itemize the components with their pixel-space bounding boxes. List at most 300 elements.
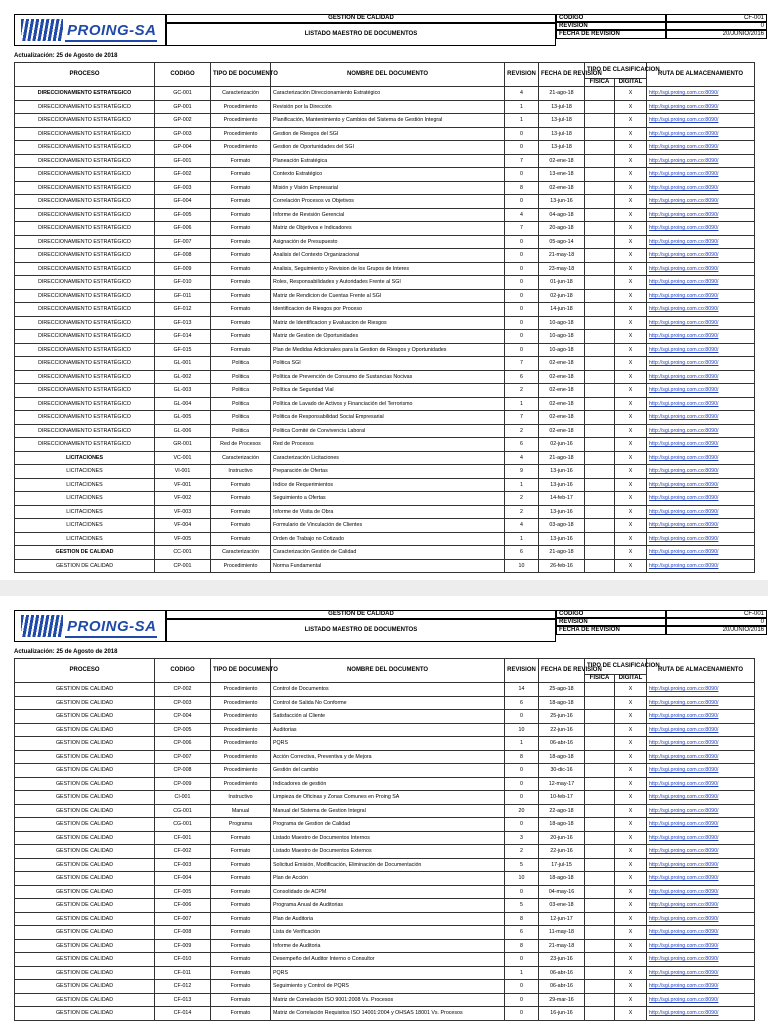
cell-codigo: CF-011 xyxy=(155,966,211,980)
table-row xyxy=(15,1007,755,1021)
cell-ruta[interactable]: http://sgi.proing.com.co:8090/ xyxy=(647,980,755,994)
cell-nombre: Norma Fundamental xyxy=(271,559,505,573)
cell-revision: 3 xyxy=(505,831,539,845)
cell-revision: 20 xyxy=(505,804,539,818)
cell-tipo: Politica xyxy=(211,384,271,398)
cell-digital: X xyxy=(615,127,647,141)
cell-fisica xyxy=(585,546,615,560)
cell-fecha: 12-jun-17 xyxy=(539,912,585,926)
cell-digital: X xyxy=(615,370,647,384)
cell-revision: 0 xyxy=(505,710,539,724)
cell-nombre: Identificacion de Riesgos por Proceso xyxy=(271,303,505,317)
cell-ruta[interactable]: http://sgi.proing.com.co:8090/ xyxy=(647,912,755,926)
cell-nombre: Listado Maestro de Documentos Internos xyxy=(271,831,505,845)
cell-ruta[interactable]: http://sgi.proing.com.co:8090/ xyxy=(647,249,755,263)
cell-ruta[interactable]: http://sgi.proing.com.co:8090/ xyxy=(647,505,755,519)
cell-fecha: 26-feb-16 xyxy=(539,559,585,573)
cell-codigo: CF-012 xyxy=(155,980,211,994)
cell-ruta[interactable]: http://sgi.proing.com.co:8090/ xyxy=(647,804,755,818)
cell-digital: X xyxy=(615,303,647,317)
cell-codigo: GF-015 xyxy=(155,343,211,357)
cell-revision: 4 xyxy=(505,519,539,533)
col-nombre: NOMBRE DEL DOCUMENTO xyxy=(271,659,505,683)
header-date-label: FECHA DE REVISION xyxy=(556,30,666,39)
cell-proceso: GESTION DE CALIDAD xyxy=(15,791,155,805)
cell-codigo: GC-001 xyxy=(155,87,211,101)
cell-ruta[interactable]: http://sgi.proing.com.co:8090/ xyxy=(647,966,755,980)
cell-ruta[interactable]: http://sgi.proing.com.co:8090/ xyxy=(647,370,755,384)
cell-digital: X xyxy=(615,546,647,560)
cell-revision: 9 xyxy=(505,465,539,479)
cell-fecha: 18-ago-18 xyxy=(539,696,585,710)
cell-digital: X xyxy=(615,885,647,899)
cell-ruta[interactable]: http://sgi.proing.com.co:8090/ xyxy=(647,114,755,128)
cell-ruta[interactable]: http://sgi.proing.com.co:8090/ xyxy=(647,764,755,778)
cell-digital: X xyxy=(615,872,647,886)
cell-ruta[interactable]: http://sgi.proing.com.co:8090/ xyxy=(647,451,755,465)
cell-fisica xyxy=(585,181,615,195)
cell-digital: X xyxy=(615,532,647,546)
cell-fisica xyxy=(585,478,615,492)
cell-ruta[interactable]: http://sgi.proing.com.co:8090/ xyxy=(647,723,755,737)
col-clasificacion: TIPO DE CLASIFICACION xyxy=(585,659,647,675)
cell-ruta[interactable]: http://sgi.proing.com.co:8090/ xyxy=(647,141,755,155)
cell-tipo: Formato xyxy=(211,980,271,994)
cell-codigo: GL-005 xyxy=(155,411,211,425)
cell-digital: X xyxy=(615,276,647,290)
cell-ruta[interactable]: http://sgi.proing.com.co:8090/ xyxy=(647,953,755,967)
cell-fecha: 23-jun-16 xyxy=(539,953,585,967)
cell-ruta[interactable]: http://sgi.proing.com.co:8090/ xyxy=(647,357,755,371)
cell-tipo: Instructivo xyxy=(211,791,271,805)
col-digital: DIGITAL xyxy=(615,675,647,683)
cell-revision: 10 xyxy=(505,723,539,737)
cell-revision: 5 xyxy=(505,858,539,872)
cell-ruta[interactable]: http://sgi.proing.com.co:8090/ xyxy=(647,222,755,236)
cell-revision: 5 xyxy=(505,899,539,913)
cell-digital: X xyxy=(615,289,647,303)
cell-ruta[interactable]: http://sgi.proing.com.co:8090/ xyxy=(647,100,755,114)
cell-digital: X xyxy=(615,764,647,778)
cell-fisica xyxy=(585,168,615,182)
cell-tipo: Politica xyxy=(211,357,271,371)
logo-brand-text: PROING-SA xyxy=(67,618,157,635)
cell-revision: 7 xyxy=(505,357,539,371)
cell-digital: X xyxy=(615,411,647,425)
cell-ruta[interactable]: http://sgi.proing.com.co:8090/ xyxy=(647,397,755,411)
table-row xyxy=(15,519,755,533)
cell-ruta[interactable]: http://sgi.proing.com.co:8090/ xyxy=(647,438,755,452)
table-row xyxy=(15,492,755,506)
cell-fecha: 02-ene-18 xyxy=(539,370,585,384)
cell-fecha: 21-ago-18 xyxy=(539,87,585,101)
cell-tipo: Formato xyxy=(211,831,271,845)
cell-fisica xyxy=(585,370,615,384)
cell-revision: 6 xyxy=(505,438,539,452)
table-row xyxy=(15,465,755,479)
cell-digital: X xyxy=(615,723,647,737)
cell-codigo: CP-008 xyxy=(155,764,211,778)
cell-codigo: CP-007 xyxy=(155,750,211,764)
table-row xyxy=(15,357,755,371)
cell-nombre: Gestion de Oportunidades del SGI xyxy=(271,141,505,155)
cell-tipo: Formato xyxy=(211,181,271,195)
cell-tipo: Formato xyxy=(211,845,271,859)
cell-ruta[interactable]: http://sgi.proing.com.co:8090/ xyxy=(647,195,755,209)
cell-tipo: Formato xyxy=(211,519,271,533)
cell-codigo: GL-006 xyxy=(155,424,211,438)
cell-ruta[interactable]: http://sgi.proing.com.co:8090/ xyxy=(647,926,755,940)
table-row xyxy=(15,451,755,465)
cell-nombre: Asignación de Presupuesto xyxy=(271,235,505,249)
cell-digital: X xyxy=(615,966,647,980)
cell-ruta[interactable]: http://sgi.proing.com.co:8090/ xyxy=(647,181,755,195)
cell-proceso: GESTION DE CALIDAD xyxy=(15,858,155,872)
cell-nombre: Planificación, Mantenimiento y Cambios del Sistema de Gestión Integral xyxy=(271,114,505,128)
cell-nombre: Plan de Medidas Adicionales para la Gestion de Riesgos y Oportunidades xyxy=(271,343,505,357)
cell-ruta[interactable]: http://sgi.proing.com.co:8090/ xyxy=(647,818,755,832)
cell-fecha: 29-mar-16 xyxy=(539,993,585,1007)
cell-digital: X xyxy=(615,451,647,465)
cell-nombre: Politica Comité de Convivencia Laboral xyxy=(271,424,505,438)
cell-proceso: GESTION DE CALIDAD xyxy=(15,872,155,886)
cell-nombre: PQRS xyxy=(271,966,505,980)
cell-ruta[interactable]: http://sgi.proing.com.co:8090/ xyxy=(647,519,755,533)
cell-ruta[interactable]: http://sgi.proing.com.co:8090/ xyxy=(647,885,755,899)
cell-fisica xyxy=(585,818,615,832)
cell-digital: X xyxy=(615,559,647,573)
cell-ruta[interactable]: http://sgi.proing.com.co:8090/ xyxy=(647,303,755,317)
table-row xyxy=(15,235,755,249)
header-revision-label: REVISION xyxy=(556,618,666,626)
cell-tipo: Procedimiento xyxy=(211,559,271,573)
table-row xyxy=(15,791,755,805)
cell-codigo: CP-005 xyxy=(155,723,211,737)
table-row xyxy=(15,249,755,263)
cell-nombre: Indice de Requerimientos xyxy=(271,478,505,492)
cell-nombre: Misión y Visión Empresarial xyxy=(271,181,505,195)
cell-ruta[interactable]: http://sgi.proing.com.co:8090/ xyxy=(647,154,755,168)
cell-codigo: CF-007 xyxy=(155,912,211,926)
cell-fecha: 25-ago-18 xyxy=(539,683,585,697)
table-row xyxy=(15,141,755,155)
cell-tipo: Red de Procesos xyxy=(211,438,271,452)
cell-ruta[interactable]: http://sgi.proing.com.co:8090/ xyxy=(647,993,755,1007)
cell-proceso: DIRECCIONAMIENTO ESTRATÉGICO xyxy=(15,141,155,155)
cell-ruta[interactable]: http://sgi.proing.com.co:8090/ xyxy=(647,791,755,805)
table-row xyxy=(15,710,755,724)
cell-nombre: Caracterización Direccionamiento Estratégico xyxy=(271,87,505,101)
logo-brand-text: PROING-SA xyxy=(67,22,157,39)
cell-fisica xyxy=(585,831,615,845)
cell-fisica xyxy=(585,777,615,791)
header-area-title: GESTION DE CALIDAD xyxy=(166,610,556,619)
col-fisica: FISICA xyxy=(585,79,615,87)
document-header xyxy=(14,14,764,46)
cell-digital: X xyxy=(615,791,647,805)
cell-fisica xyxy=(585,696,615,710)
cell-digital: X xyxy=(615,750,647,764)
cell-nombre: Acción Correctiva, Preventiva y de Mejora xyxy=(271,750,505,764)
cell-digital: X xyxy=(615,858,647,872)
cell-fisica xyxy=(585,1007,615,1021)
table-body xyxy=(15,683,755,1021)
cell-digital: X xyxy=(615,710,647,724)
cell-ruta[interactable]: http://sgi.proing.com.co:8090/ xyxy=(647,831,755,845)
cell-codigo: CF-002 xyxy=(155,845,211,859)
cell-nombre: Satisfacción al Cliente xyxy=(271,710,505,724)
cell-fisica xyxy=(585,451,615,465)
cell-fecha: 13-jul-18 xyxy=(539,127,585,141)
table-row xyxy=(15,899,755,913)
cell-ruta[interactable]: http://sgi.proing.com.co:8090/ xyxy=(647,777,755,791)
cell-revision: 8 xyxy=(505,912,539,926)
table-row xyxy=(15,885,755,899)
cell-digital: X xyxy=(615,683,647,697)
table-row xyxy=(15,276,755,290)
cell-nombre: Solicitud Emisión, Modificación, Eliminación de Documentación xyxy=(271,858,505,872)
cell-tipo: Politica xyxy=(211,397,271,411)
cell-ruta[interactable]: http://sgi.proing.com.co:8090/ xyxy=(647,546,755,560)
header-revision-value: 0 xyxy=(666,22,767,30)
cell-tipo: Procedimiento xyxy=(211,723,271,737)
cell-ruta[interactable]: http://sgi.proing.com.co:8090/ xyxy=(647,424,755,438)
cell-fecha: 02-ene-18 xyxy=(539,424,585,438)
cell-fecha: 10-ago-18 xyxy=(539,330,585,344)
cell-fecha: 23-may-18 xyxy=(539,262,585,276)
cell-ruta[interactable]: http://sgi.proing.com.co:8090/ xyxy=(647,1007,755,1021)
cell-ruta[interactable]: http://sgi.proing.com.co:8090/ xyxy=(647,330,755,344)
cell-ruta[interactable]: http://sgi.proing.com.co:8090/ xyxy=(647,384,755,398)
cell-fisica xyxy=(585,303,615,317)
cell-codigo: GL-004 xyxy=(155,397,211,411)
cell-tipo: Procedimiento xyxy=(211,100,271,114)
cell-proceso: DIRECCIONAMIENTO ESTRATÉGICO xyxy=(15,276,155,290)
table-row xyxy=(15,858,755,872)
cell-nombre: Gestión del cambio xyxy=(271,764,505,778)
cell-revision: 7 xyxy=(505,222,539,236)
cell-ruta[interactable]: http://sgi.proing.com.co:8090/ xyxy=(647,559,755,573)
cell-proceso: DIRECCIONAMIENTO ESTRATÉGICO xyxy=(15,343,155,357)
cell-digital: X xyxy=(615,1007,647,1021)
cell-fecha: 18-ago-18 xyxy=(539,872,585,886)
cell-proceso: GESTION DE CALIDAD xyxy=(15,683,155,697)
table-row xyxy=(15,397,755,411)
cell-revision: 0 xyxy=(505,289,539,303)
cell-codigo: GF-006 xyxy=(155,222,211,236)
cell-digital: X xyxy=(615,993,647,1007)
table-row xyxy=(15,222,755,236)
header-code-label: CODIGO xyxy=(556,14,666,22)
cell-fecha: 21-may-18 xyxy=(539,249,585,263)
table-row xyxy=(15,114,755,128)
cell-codigo: GF-005 xyxy=(155,208,211,222)
cell-revision: 4 xyxy=(505,451,539,465)
table-row xyxy=(15,330,755,344)
cell-digital: X xyxy=(615,696,647,710)
cell-codigo: GF-014 xyxy=(155,330,211,344)
cell-fisica xyxy=(585,289,615,303)
cell-ruta[interactable]: http://sgi.proing.com.co:8090/ xyxy=(647,276,755,290)
table-row xyxy=(15,737,755,751)
table-row xyxy=(15,926,755,940)
cell-revision: 2 xyxy=(505,384,539,398)
cell-proceso: GESTION DE CALIDAD xyxy=(15,899,155,913)
cell-proceso: LICITACIONES xyxy=(15,478,155,492)
cell-fecha: 06-abr-16 xyxy=(539,966,585,980)
cell-ruta[interactable]: http://sgi.proing.com.co:8090/ xyxy=(647,710,755,724)
cell-ruta[interactable]: http://sgi.proing.com.co:8090/ xyxy=(647,872,755,886)
cell-fisica xyxy=(585,100,615,114)
cell-ruta[interactable]: http://sgi.proing.com.co:8090/ xyxy=(647,208,755,222)
cell-digital: X xyxy=(615,912,647,926)
cell-proceso: DIRECCIONAMIENTO ESTRATÉGICO xyxy=(15,127,155,141)
cell-codigo: CP-001 xyxy=(155,559,211,573)
cell-proceso: DIRECCIONAMIENTO ESTRATEGICO xyxy=(15,87,155,101)
cell-codigo: GL-001 xyxy=(155,357,211,371)
cell-fecha: 11-may-18 xyxy=(539,926,585,940)
cell-fecha: 10-ago-18 xyxy=(539,343,585,357)
cell-revision: 1 xyxy=(505,100,539,114)
cell-revision: 8 xyxy=(505,750,539,764)
cell-ruta[interactable]: http://sgi.proing.com.co:8090/ xyxy=(647,683,755,697)
cell-fecha: 20-jun-16 xyxy=(539,831,585,845)
cell-codigo: GF-011 xyxy=(155,289,211,303)
cell-fecha: 06-abr-16 xyxy=(539,980,585,994)
cell-ruta[interactable]: http://sgi.proing.com.co:8090/ xyxy=(647,899,755,913)
update-date: Actualización: 25 de Agosto de 2018 xyxy=(14,53,118,59)
cell-revision: 2 xyxy=(505,845,539,859)
cell-ruta[interactable]: http://sgi.proing.com.co:8090/ xyxy=(647,478,755,492)
cell-proceso: GESTION DE CALIDAD xyxy=(15,723,155,737)
table-row xyxy=(15,777,755,791)
cell-revision: 10 xyxy=(505,872,539,886)
cell-ruta[interactable]: http://sgi.proing.com.co:8090/ xyxy=(647,532,755,546)
cell-ruta[interactable]: http://sgi.proing.com.co:8090/ xyxy=(647,262,755,276)
col-ruta: RUTA DE ALMACENAMIENTO xyxy=(647,63,755,87)
table-row xyxy=(15,87,755,101)
cell-proceso: DIRECCIONAMIENTO ESTRATÉGICO xyxy=(15,289,155,303)
col-revision: REVISION xyxy=(505,659,539,683)
documents-table xyxy=(14,62,755,573)
cell-nombre: Matriz de Rendicion de Cuentas Frente al SGI xyxy=(271,289,505,303)
cell-ruta[interactable]: http://sgi.proing.com.co:8090/ xyxy=(647,235,755,249)
cell-digital: X xyxy=(615,845,647,859)
cell-fecha: 14-feb-17 xyxy=(539,492,585,506)
cell-digital: X xyxy=(615,424,647,438)
cell-revision: 0 xyxy=(505,303,539,317)
cell-ruta[interactable]: http://sgi.proing.com.co:8090/ xyxy=(647,316,755,330)
cell-revision: 0 xyxy=(505,316,539,330)
cell-fecha: 06-abr-16 xyxy=(539,737,585,751)
cell-tipo: Formato xyxy=(211,154,271,168)
cell-nombre: Política de Seguridad Vial xyxy=(271,384,505,398)
table-row xyxy=(15,750,755,764)
cell-fisica xyxy=(585,195,615,209)
cell-tipo: Procedimiento xyxy=(211,141,271,155)
header-code-value: CF-001 xyxy=(666,610,767,618)
cell-ruta[interactable]: http://sgi.proing.com.co:8090/ xyxy=(647,737,755,751)
cell-proceso: LICITACIONES xyxy=(15,532,155,546)
cell-ruta[interactable]: http://sgi.proing.com.co:8090/ xyxy=(647,492,755,506)
cell-nombre: Programa Anual de Auditorias xyxy=(271,899,505,913)
cell-revision: 1 xyxy=(505,478,539,492)
cell-revision: 0 xyxy=(505,127,539,141)
cell-ruta[interactable]: http://sgi.proing.com.co:8090/ xyxy=(647,939,755,953)
cell-ruta[interactable]: http://sgi.proing.com.co:8090/ xyxy=(647,858,755,872)
cell-digital: X xyxy=(615,478,647,492)
cell-digital: X xyxy=(615,804,647,818)
cell-codigo: CF-010 xyxy=(155,953,211,967)
cell-tipo: Formato xyxy=(211,953,271,967)
cell-digital: X xyxy=(615,492,647,506)
cell-ruta[interactable]: http://sgi.proing.com.co:8090/ xyxy=(647,465,755,479)
cell-codigo: GF-002 xyxy=(155,168,211,182)
cell-tipo: Formato xyxy=(211,249,271,263)
cell-revision: 1 xyxy=(505,397,539,411)
cell-ruta[interactable]: http://sgi.proing.com.co:8090/ xyxy=(647,289,755,303)
logo-stripes-icon xyxy=(21,615,63,637)
cell-digital: X xyxy=(615,953,647,967)
cell-fecha: 10-ago-18 xyxy=(539,316,585,330)
cell-ruta[interactable]: http://sgi.proing.com.co:8090/ xyxy=(647,411,755,425)
cell-nombre: Listado Maestro de Documentos Externos xyxy=(271,845,505,859)
cell-revision: 14 xyxy=(505,683,539,697)
cell-tipo: Caracterización xyxy=(211,451,271,465)
cell-codigo: GF-004 xyxy=(155,195,211,209)
cell-codigo: GF-010 xyxy=(155,276,211,290)
cell-proceso: GESTION DE CALIDAD xyxy=(15,980,155,994)
cell-tipo: Formato xyxy=(211,303,271,317)
cell-ruta[interactable]: http://sgi.proing.com.co:8090/ xyxy=(647,168,755,182)
table-row xyxy=(15,546,755,560)
cell-fisica xyxy=(585,980,615,994)
cell-tipo: Formato xyxy=(211,939,271,953)
cell-digital: X xyxy=(615,154,647,168)
cell-fecha: 21-ago-18 xyxy=(539,451,585,465)
cell-ruta[interactable]: http://sgi.proing.com.co:8090/ xyxy=(647,845,755,859)
cell-fisica xyxy=(585,912,615,926)
cell-fisica xyxy=(585,276,615,290)
cell-tipo: Formato xyxy=(211,993,271,1007)
cell-tipo: Formato xyxy=(211,492,271,506)
cell-fecha: 04-may-16 xyxy=(539,885,585,899)
cell-ruta[interactable]: http://sgi.proing.com.co:8090/ xyxy=(647,750,755,764)
cell-tipo: Formato xyxy=(211,235,271,249)
cell-fisica xyxy=(585,750,615,764)
table-row xyxy=(15,505,755,519)
cell-nombre: Plan de Auditoria xyxy=(271,912,505,926)
cell-ruta[interactable]: http://sgi.proing.com.co:8090/ xyxy=(647,696,755,710)
cell-tipo: Formato xyxy=(211,168,271,182)
cell-ruta[interactable]: http://sgi.proing.com.co:8090/ xyxy=(647,87,755,101)
header-revision-value: 0 xyxy=(666,618,767,626)
cell-tipo: Procedimiento xyxy=(211,127,271,141)
cell-fecha: 20-ago-18 xyxy=(539,222,585,236)
cell-nombre: Correlación Procesos vs Objetivos xyxy=(271,195,505,209)
cell-tipo: Formato xyxy=(211,343,271,357)
cell-nombre: Indicadores de gestión xyxy=(271,777,505,791)
cell-fisica xyxy=(585,737,615,751)
cell-ruta[interactable]: http://sgi.proing.com.co:8090/ xyxy=(647,127,755,141)
cell-fisica xyxy=(585,804,615,818)
table-row xyxy=(15,424,755,438)
cell-fisica xyxy=(585,235,615,249)
cell-fisica xyxy=(585,114,615,128)
cell-ruta[interactable]: http://sgi.proing.com.co:8090/ xyxy=(647,343,755,357)
cell-revision: 1 xyxy=(505,737,539,751)
table-row xyxy=(15,818,755,832)
